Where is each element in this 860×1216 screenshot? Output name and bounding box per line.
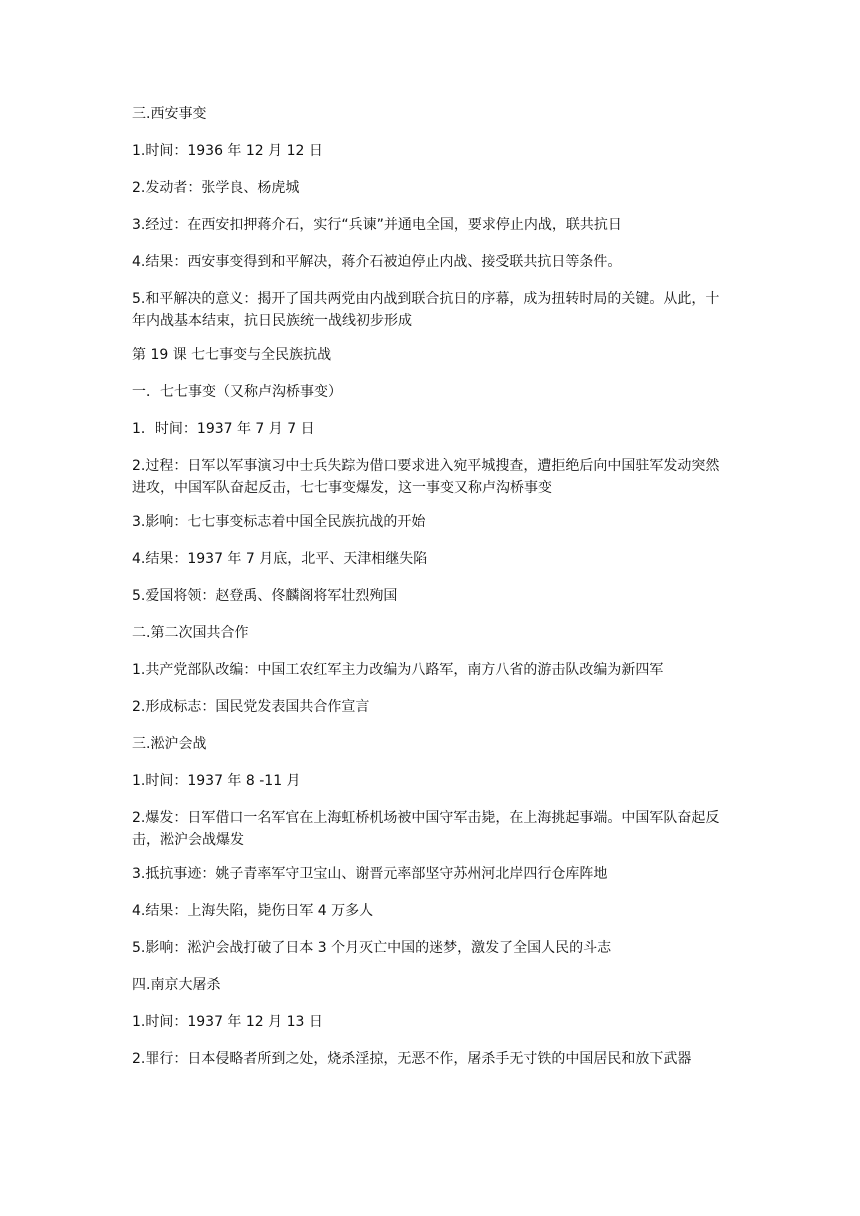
paragraph: 2.发动者：张学良、杨虎城	[132, 180, 300, 196]
section-heading: 一．七七事变（又称卢沟桥事变）	[132, 384, 342, 400]
paragraph: 4.结果：1937 年 7 月底，北平、天津相继失陷	[132, 551, 428, 567]
lesson-title: 第 19 课 七七事变与全民族抗战	[132, 347, 332, 363]
paragraph: 5.爱国将领：赵登禹、佟麟阁将军壮烈殉国	[132, 588, 398, 604]
section-heading: 四.南京大屠杀	[132, 977, 221, 993]
paragraph: 2.罪行：日本侵略者所到之处，烧杀淫掠，无恶不作，屠杀手无寸铁的中国居民和放下武器	[132, 1051, 692, 1067]
paragraph: 5.和平解决的意义：揭开了国共两党由内战到联合抗日的序幕，成为扭转时局的关键。从此，十年内战基本结束，抗日民族统一战线初步形成	[132, 291, 720, 329]
paragraph: 2.过程：日军以军事演习中士兵失踪为借口要求进入宛平城搜查，遭拒绝后向中国驻军发动突然进攻，中国军队奋起反击，七七事变爆发，这一事变又称卢沟桥事变	[132, 458, 720, 496]
paragraph: 1.时间：1937 年 8 -11 月	[132, 773, 301, 789]
paragraph: 1.共产党部队改编：中国工农红军主力改编为八路军，南方八省的游击队改编为新四军	[132, 662, 664, 678]
paragraph: 3.影响：七七事变标志着中国全民族抗战的开始	[132, 514, 426, 530]
paragraph: 2.形成标志：国民党发表国共合作宣言	[132, 699, 370, 715]
section-heading: 二.第二次国共合作	[132, 625, 249, 641]
paragraph: 3.抵抗事迹：姚子青率军守卫宝山、谢晋元率部坚守苏州河北岸四行仓库阵地	[132, 866, 608, 882]
paragraph: 5.影响：淞沪会战打破了日本 3 个月灭亡中国的迷梦，激发了全国人民的斗志	[132, 940, 612, 956]
document-body	[132, 103, 732, 1085]
paragraph: 3.经过：在西安扣押蒋介石，实行“兵谏”并通电全国，要求停止内战，联共抗日	[132, 217, 622, 233]
paragraph: 1.时间：1936 年 12 月 12 日	[132, 143, 323, 159]
paragraph: 2.爆发：日军借口一名军官在上海虹桥机场被中国守军击毙，在上海挑起事端。中国军队奋起反击，淞沪会战爆发	[132, 810, 720, 848]
section-heading: 三.淞沪会战	[132, 736, 207, 752]
section-heading: 三.西安事变	[132, 106, 207, 122]
paragraph: 4.结果：西安事变得到和平解决，蒋介石被迫停止内战、接受联共抗日等条件。	[132, 254, 622, 270]
paragraph: 1.时间：1937 年 12 月 13 日	[132, 1014, 323, 1030]
paragraph: 4.结果：上海失陷，毙伤日军 4 万多人	[132, 903, 374, 919]
paragraph: 1．时间：1937 年 7 月 7 日	[132, 421, 315, 437]
